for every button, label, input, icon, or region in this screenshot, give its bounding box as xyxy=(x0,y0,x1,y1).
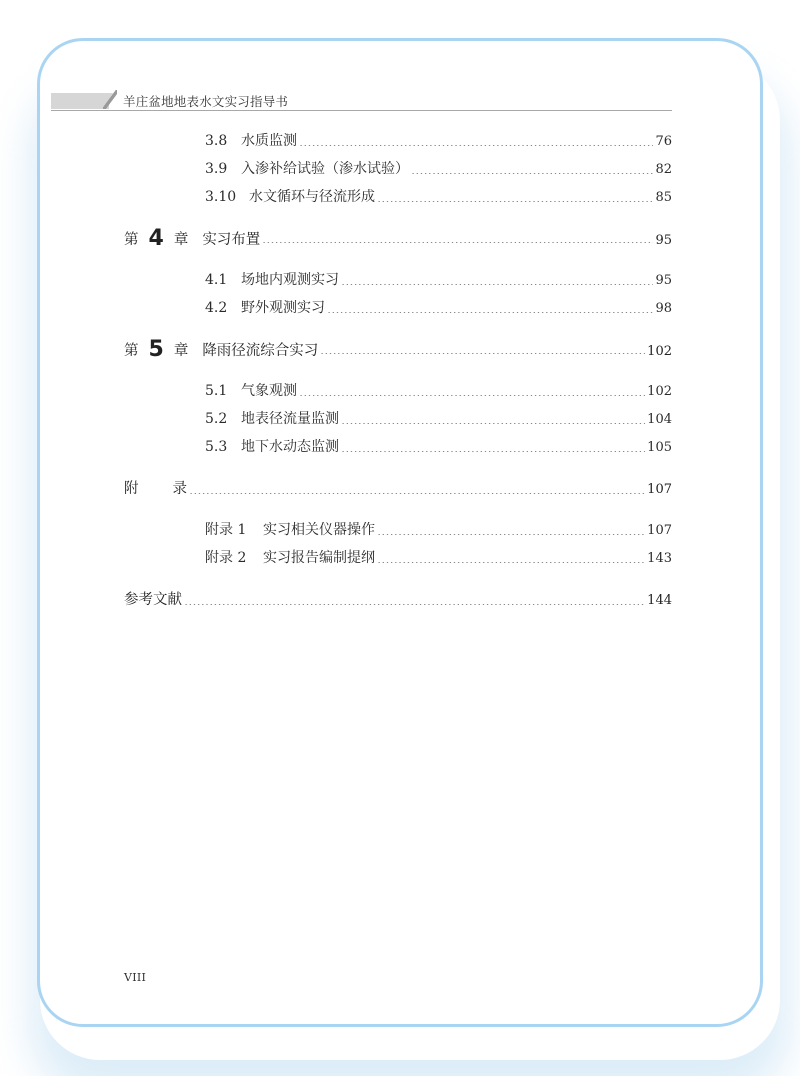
page-number: 105 xyxy=(647,440,672,455)
section-number: 3.8 xyxy=(205,133,228,149)
toc-entry-4-2[interactable] xyxy=(205,298,672,318)
toc-chapter-4[interactable] xyxy=(124,226,672,251)
toc-entry-appendix-2[interactable] xyxy=(205,548,672,568)
dot-leader xyxy=(327,312,653,313)
dot-leader xyxy=(341,451,645,452)
dot-leader xyxy=(377,562,645,563)
dot-leader xyxy=(299,395,645,396)
chapter-prefix: 第 xyxy=(124,343,139,359)
toc-entry-5-2[interactable] xyxy=(205,409,672,429)
dot-leader xyxy=(189,493,645,494)
section-number: 4.1 xyxy=(205,272,228,288)
dot-leader xyxy=(320,353,645,354)
section-number: 3.9 xyxy=(205,161,228,177)
header-tab-slant-icon xyxy=(103,90,117,109)
section-number: 4.2 xyxy=(205,300,228,316)
toc-entry-4-1[interactable] xyxy=(205,270,672,290)
running-head xyxy=(51,90,672,111)
page-number: 102 xyxy=(647,344,672,359)
page-number: 107 xyxy=(647,523,672,538)
section-title: 野外观测实习 xyxy=(241,300,325,316)
page-number: 76 xyxy=(655,134,672,149)
toc-entry-3-9[interactable] xyxy=(205,159,672,179)
toc-entry-3-8[interactable] xyxy=(205,131,672,151)
section-title: 场地内观测实习 xyxy=(241,272,339,288)
toc-entry-5-3[interactable] xyxy=(205,437,672,457)
section-title: 地表径流量监测 xyxy=(241,411,339,427)
toc-references[interactable] xyxy=(124,590,672,610)
toc-entry-5-1[interactable] xyxy=(205,381,672,401)
section-number: 5.2 xyxy=(205,411,228,427)
dot-leader xyxy=(341,423,645,424)
page-number: 82 xyxy=(655,162,672,177)
section-title: 入渗补给试验（渗水试验） xyxy=(241,161,409,177)
chapter-prefix: 第 xyxy=(124,232,139,248)
references-title: 参考文献 xyxy=(124,592,182,608)
page-number: 95 xyxy=(655,273,672,288)
page-number: 143 xyxy=(647,551,672,566)
dot-leader xyxy=(377,201,653,202)
dot-leader xyxy=(262,242,653,243)
chapter-title: 实习布置 xyxy=(202,232,261,248)
page-number: 144 xyxy=(647,593,672,608)
section-title: 水质监测 xyxy=(241,133,297,149)
appendix-number: 附录 2 xyxy=(205,550,247,566)
appendix-title: 实习相关仪器操作 xyxy=(263,522,375,538)
toc-chapter-5[interactable] xyxy=(124,337,672,362)
page-number: 102 xyxy=(647,384,672,399)
section-title: 气象观测 xyxy=(241,383,297,399)
chapter-number: 4 xyxy=(148,226,164,251)
section-title: 地下水动态监测 xyxy=(241,439,339,455)
section-number: 5.3 xyxy=(205,439,228,455)
page-number: 107 xyxy=(647,482,672,497)
section-title: 水文循环与径流形成 xyxy=(249,189,375,205)
chapter-suffix: 章 xyxy=(173,343,189,359)
toc-entry-3-10[interactable] xyxy=(205,187,672,207)
dot-leader xyxy=(299,145,653,146)
dot-leader xyxy=(184,604,645,605)
section-number: 5.1 xyxy=(205,383,228,399)
toc-entry-appendix-1[interactable] xyxy=(205,520,672,540)
page-number: 98 xyxy=(655,301,672,316)
appendix-number: 附录 1 xyxy=(205,522,247,538)
folio-page-number: VIII xyxy=(124,971,147,984)
header-tab-decoration xyxy=(51,93,109,109)
dot-leader xyxy=(377,534,645,535)
toc-appendix[interactable] xyxy=(124,479,672,499)
chapter-suffix: 章 xyxy=(173,232,189,248)
chapter-title: 降雨径流综合实习 xyxy=(202,343,319,359)
page-number: 85 xyxy=(655,190,672,205)
dot-leader xyxy=(341,284,653,285)
appendix-title: 实习报告编制提纲 xyxy=(263,550,375,566)
dot-leader xyxy=(411,173,653,174)
appendix-label-second: 录 xyxy=(172,481,187,497)
appendix-label-first: 附 xyxy=(124,481,139,497)
page-number: 104 xyxy=(647,412,672,427)
chapter-number: 5 xyxy=(148,337,164,362)
section-number: 3.10 xyxy=(205,189,237,205)
book-title: 羊庄盆地地表水文实习指导书 xyxy=(123,94,289,109)
page-number: 95 xyxy=(655,233,672,248)
